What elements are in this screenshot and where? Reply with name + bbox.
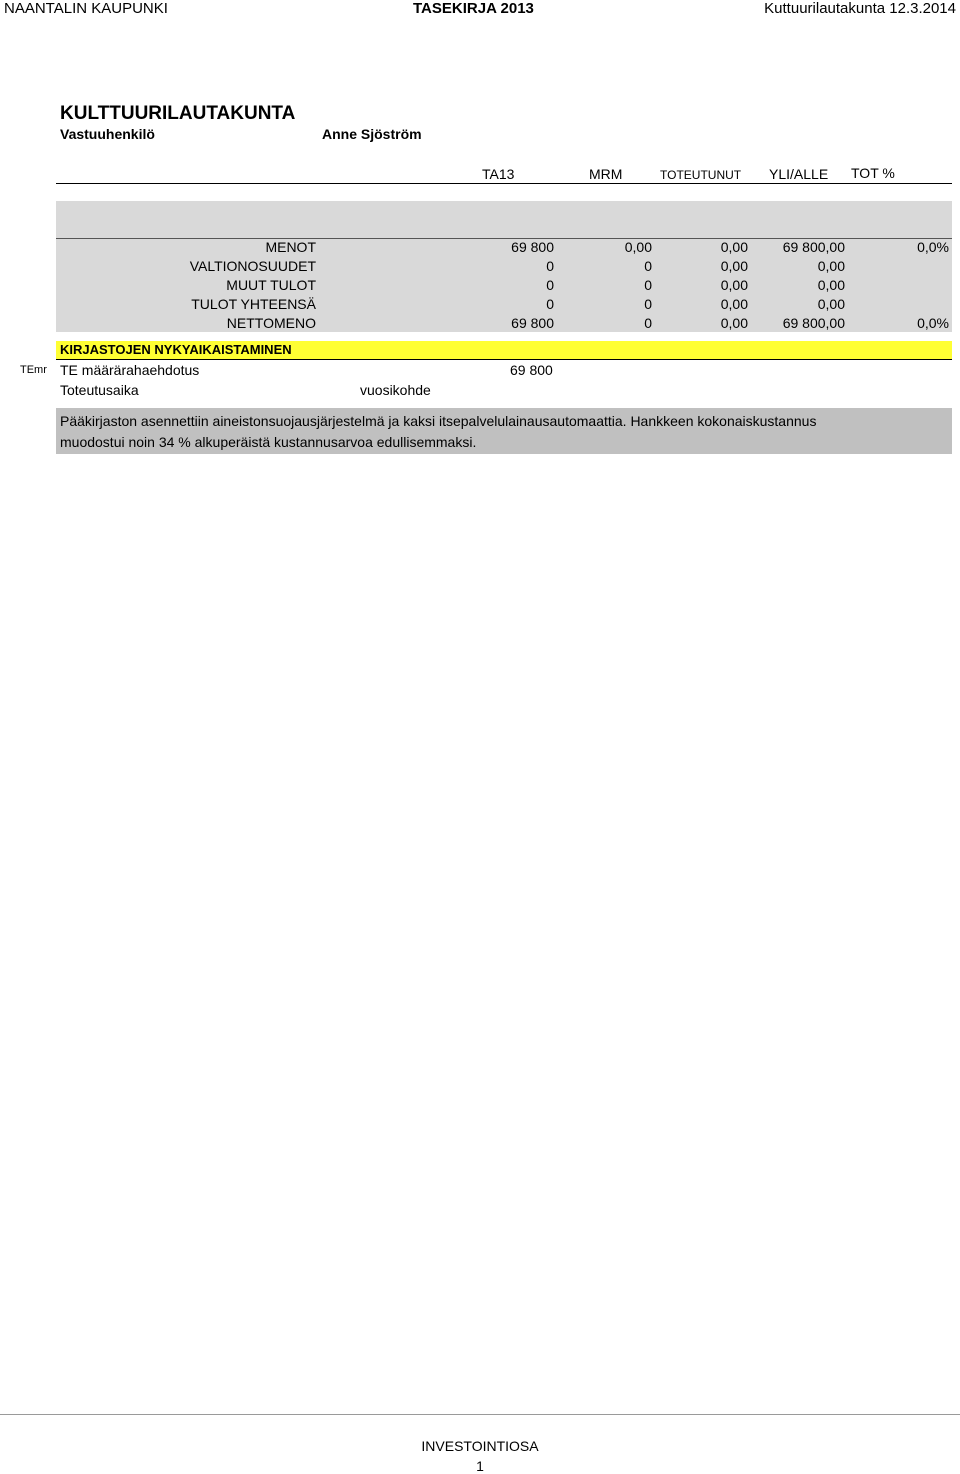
summary-cell-yli-alle: 0,00 <box>817 258 845 274</box>
responsible-label: Vastuuhenkilö <box>60 126 155 142</box>
summary-cell-mrm: 0 <box>644 258 652 274</box>
summary-cell-label: MUUT TULOT <box>226 277 316 293</box>
column-header-tot-percent: TOT % <box>851 165 895 181</box>
summary-cell-yli-alle: 0,00 <box>817 277 845 293</box>
responsible-name: Anne Sjöström <box>322 126 422 142</box>
header-committee-date: Kuttuurilautakunta 12.3.2014 <box>764 0 956 17</box>
summary-cell-toteutunut: 0,00 <box>720 277 748 293</box>
column-header-mrm: MRM <box>589 166 623 182</box>
page-title: KULTTUURILAUTAKUNTA <box>60 103 296 124</box>
project-side-code: TEmr <box>20 364 47 376</box>
summary-cell-label: TULOT YHTEENSÄ <box>191 296 316 312</box>
proposal-label: TE määrärahaehdotus <box>60 362 200 378</box>
summary-cell-toteutunut: 0,00 <box>720 315 748 331</box>
summary-cell-ta13: 69 800 <box>511 315 554 331</box>
column-header-toteutunut: TOTEUTUNUT <box>660 168 742 182</box>
project-title: KIRJASTOJEN NYKYAIKAISTAMINEN <box>60 342 292 357</box>
column-header-ta13: TA13 <box>482 166 515 182</box>
summary-cell-yli-alle: 0,00 <box>817 296 845 312</box>
project-description-line-1: Pääkirjaston asennettiin aineistonsuojausjärjestelmä ja kaksi itsepalvelulainausautomaattia. Hankkeen kokonaiskustannus <box>60 413 817 429</box>
project-description-box <box>56 408 952 454</box>
project-description-line-2: muodostui noin 34 % alkuperäistä kustannusarvoa edullisemmaksi. <box>60 434 477 450</box>
footer-section-name: INVESTOINTIOSA <box>421 1438 539 1454</box>
summary-cell-yli-alle: 69 800,00 <box>782 239 845 255</box>
column-header-rule <box>56 183 952 184</box>
timing-value: vuosikohde <box>360 382 431 398</box>
summary-row <box>56 314 952 333</box>
summary-cell-ta13: 69 800 <box>511 239 554 255</box>
summary-cell-label: VALTIONOSUUDET <box>189 258 316 274</box>
summary-row <box>56 257 952 276</box>
summary-cell-ta13: 0 <box>546 258 554 274</box>
summary-cell-mrm: 0 <box>644 277 652 293</box>
header-organization: NAANTALIN KAUPUNKI <box>4 0 168 17</box>
summary-cell-ta13: 0 <box>546 277 554 293</box>
summary-cell-mrm: 0 <box>644 296 652 312</box>
summary-cell-tot-percent: 0,0% <box>917 315 949 331</box>
summary-cell-tot-percent: 0,0% <box>917 239 949 255</box>
summary-cell-toteutunut: 0,00 <box>720 258 748 274</box>
summary-cell-label: NETTOMENO <box>226 315 316 331</box>
summary-cell-ta13: 0 <box>546 296 554 312</box>
column-header-yli-alle: YLI/ALLE <box>769 166 829 182</box>
footer-page-number: 1 <box>476 1458 484 1474</box>
summary-cell-label: MENOT <box>265 239 316 255</box>
summary-cell-mrm: 0,00 <box>624 239 652 255</box>
summary-cell-toteutunut: 0,00 <box>720 239 748 255</box>
proposal-value: 69 800 <box>510 362 553 378</box>
timing-label: Toteutusaika <box>60 382 139 398</box>
summary-row <box>56 295 952 314</box>
project-title-rule <box>56 359 952 360</box>
summary-cell-mrm: 0 <box>644 315 652 331</box>
header-document-title: TASEKIRJA 2013 <box>413 0 534 17</box>
project-title-bar <box>56 341 952 359</box>
summary-row <box>56 276 952 295</box>
footer-rule <box>0 1414 960 1415</box>
summary-cell-yli-alle: 69 800,00 <box>782 315 845 331</box>
summary-row <box>56 238 952 257</box>
summary-cell-toteutunut: 0,00 <box>720 296 748 312</box>
